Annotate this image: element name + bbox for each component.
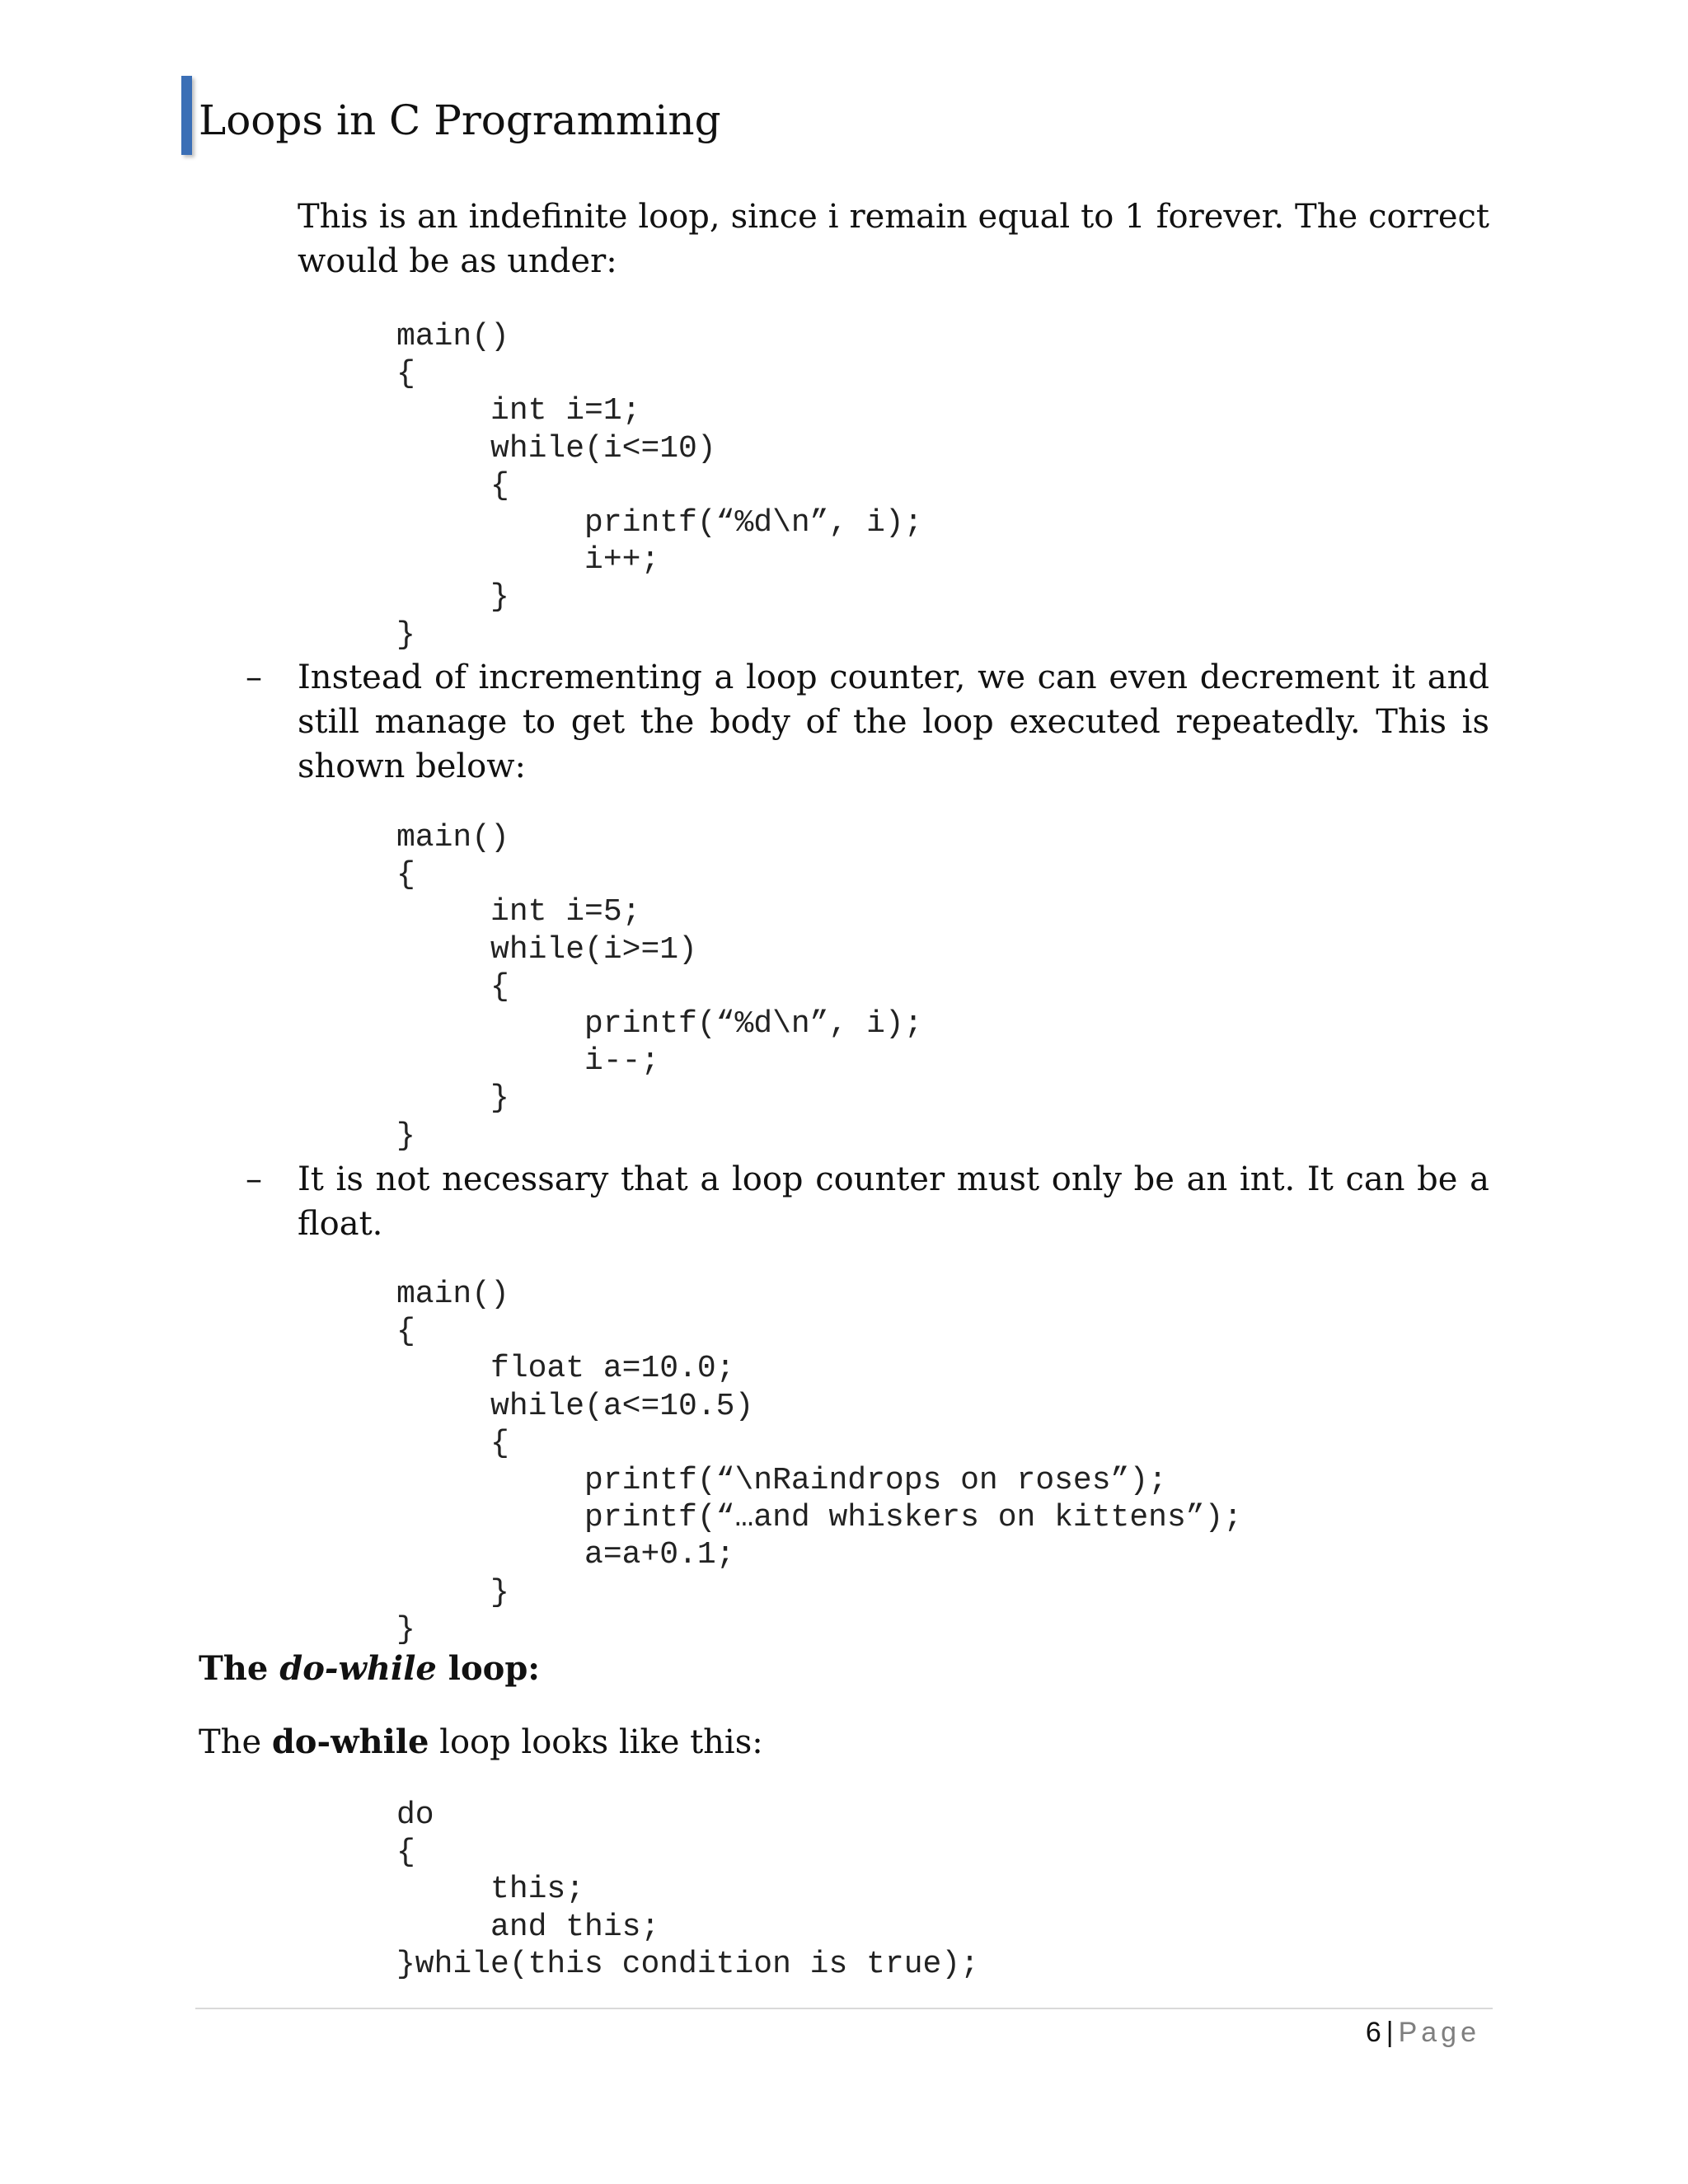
section-heading-do-while <box>199 1647 540 1691</box>
code-line: main() <box>396 1277 509 1312</box>
code-line: while(i>=1) <box>396 931 697 968</box>
header-accent-bar <box>181 76 192 155</box>
code-line: } <box>396 1574 509 1610</box>
code-line: while(i<=10) <box>396 430 716 466</box>
code-line: and this; <box>396 1909 660 1945</box>
code-line: { <box>396 857 415 893</box>
code-line: int i=5; <box>396 894 641 930</box>
heading-prefix: The <box>199 1649 280 1688</box>
code-line: this; <box>396 1872 585 1908</box>
code-line: { <box>396 356 415 392</box>
code-line: i--; <box>396 1043 660 1080</box>
code-line: int i=1; <box>396 393 641 429</box>
code-line: { <box>396 1835 415 1871</box>
code-line: } <box>396 1080 509 1117</box>
code-line: { <box>396 968 509 1005</box>
code-line: float a=10.0; <box>396 1351 735 1387</box>
intro-suffix: loop looks like this: <box>429 1723 763 1761</box>
code-line: { <box>396 467 509 504</box>
bullet-marker: – <box>246 1160 262 1198</box>
code-line: } <box>396 1611 415 1647</box>
page-footer <box>1366 2013 1480 2052</box>
code-line: } <box>396 616 415 653</box>
footer-divider <box>195 2008 1493 2009</box>
code-line: do <box>396 1797 434 1833</box>
code-line: i++; <box>396 542 660 579</box>
code-line: } <box>396 579 509 616</box>
code-line: while(a<=10.5) <box>396 1388 754 1424</box>
heading-suffix: loop: <box>436 1649 541 1688</box>
page-header-title: Loops in C Programming <box>199 96 721 144</box>
intro-bold: do-while <box>271 1722 429 1761</box>
code-line: a=a+0.1; <box>396 1537 735 1573</box>
page-number: 6 <box>1365 2017 1381 2048</box>
code-line: main() <box>396 319 509 354</box>
code-line: printf(“%d\n”, i); <box>396 504 923 541</box>
code-block-float <box>396 1276 1242 1648</box>
code-block-increment <box>396 318 923 654</box>
code-line: } <box>396 1118 415 1154</box>
footer-separator: | <box>1386 2017 1394 2048</box>
code-block-decrement <box>396 819 923 1155</box>
code-block-do-while <box>396 1797 979 1983</box>
page-label: Page <box>1398 2017 1480 2048</box>
code-line: main() <box>396 820 509 855</box>
code-line: { <box>396 1425 509 1461</box>
bullet-float-counter-text: It is not necessary that a loop counter must only be an int. It can be a float. <box>298 1160 1489 1243</box>
bullet-marker: – <box>246 658 262 696</box>
code-line: }while(this condition is true); <box>396 1946 979 1982</box>
bullet-decrement-text: Instead of incrementing a loop counter, we can even decrement it and still manage to get the body of the loop executed repeatedly. This is shown below: <box>298 658 1489 785</box>
intro-prefix: The <box>199 1723 272 1761</box>
code-line: printf(“…and whiskers on kittens”); <box>396 1500 1243 1536</box>
heading-emphasis: do-while <box>279 1649 437 1688</box>
code-line: printf(“\nRaindrops on roses”); <box>396 1462 1167 1498</box>
code-line: { <box>396 1314 415 1350</box>
do-while-intro <box>199 1720 763 1765</box>
code-line: printf(“%d\n”, i); <box>396 1005 923 1042</box>
paragraph-indefinite-loop: This is an indefinite loop, since i remain equal to 1 forever. The correct would be as under: <box>298 198 1489 280</box>
